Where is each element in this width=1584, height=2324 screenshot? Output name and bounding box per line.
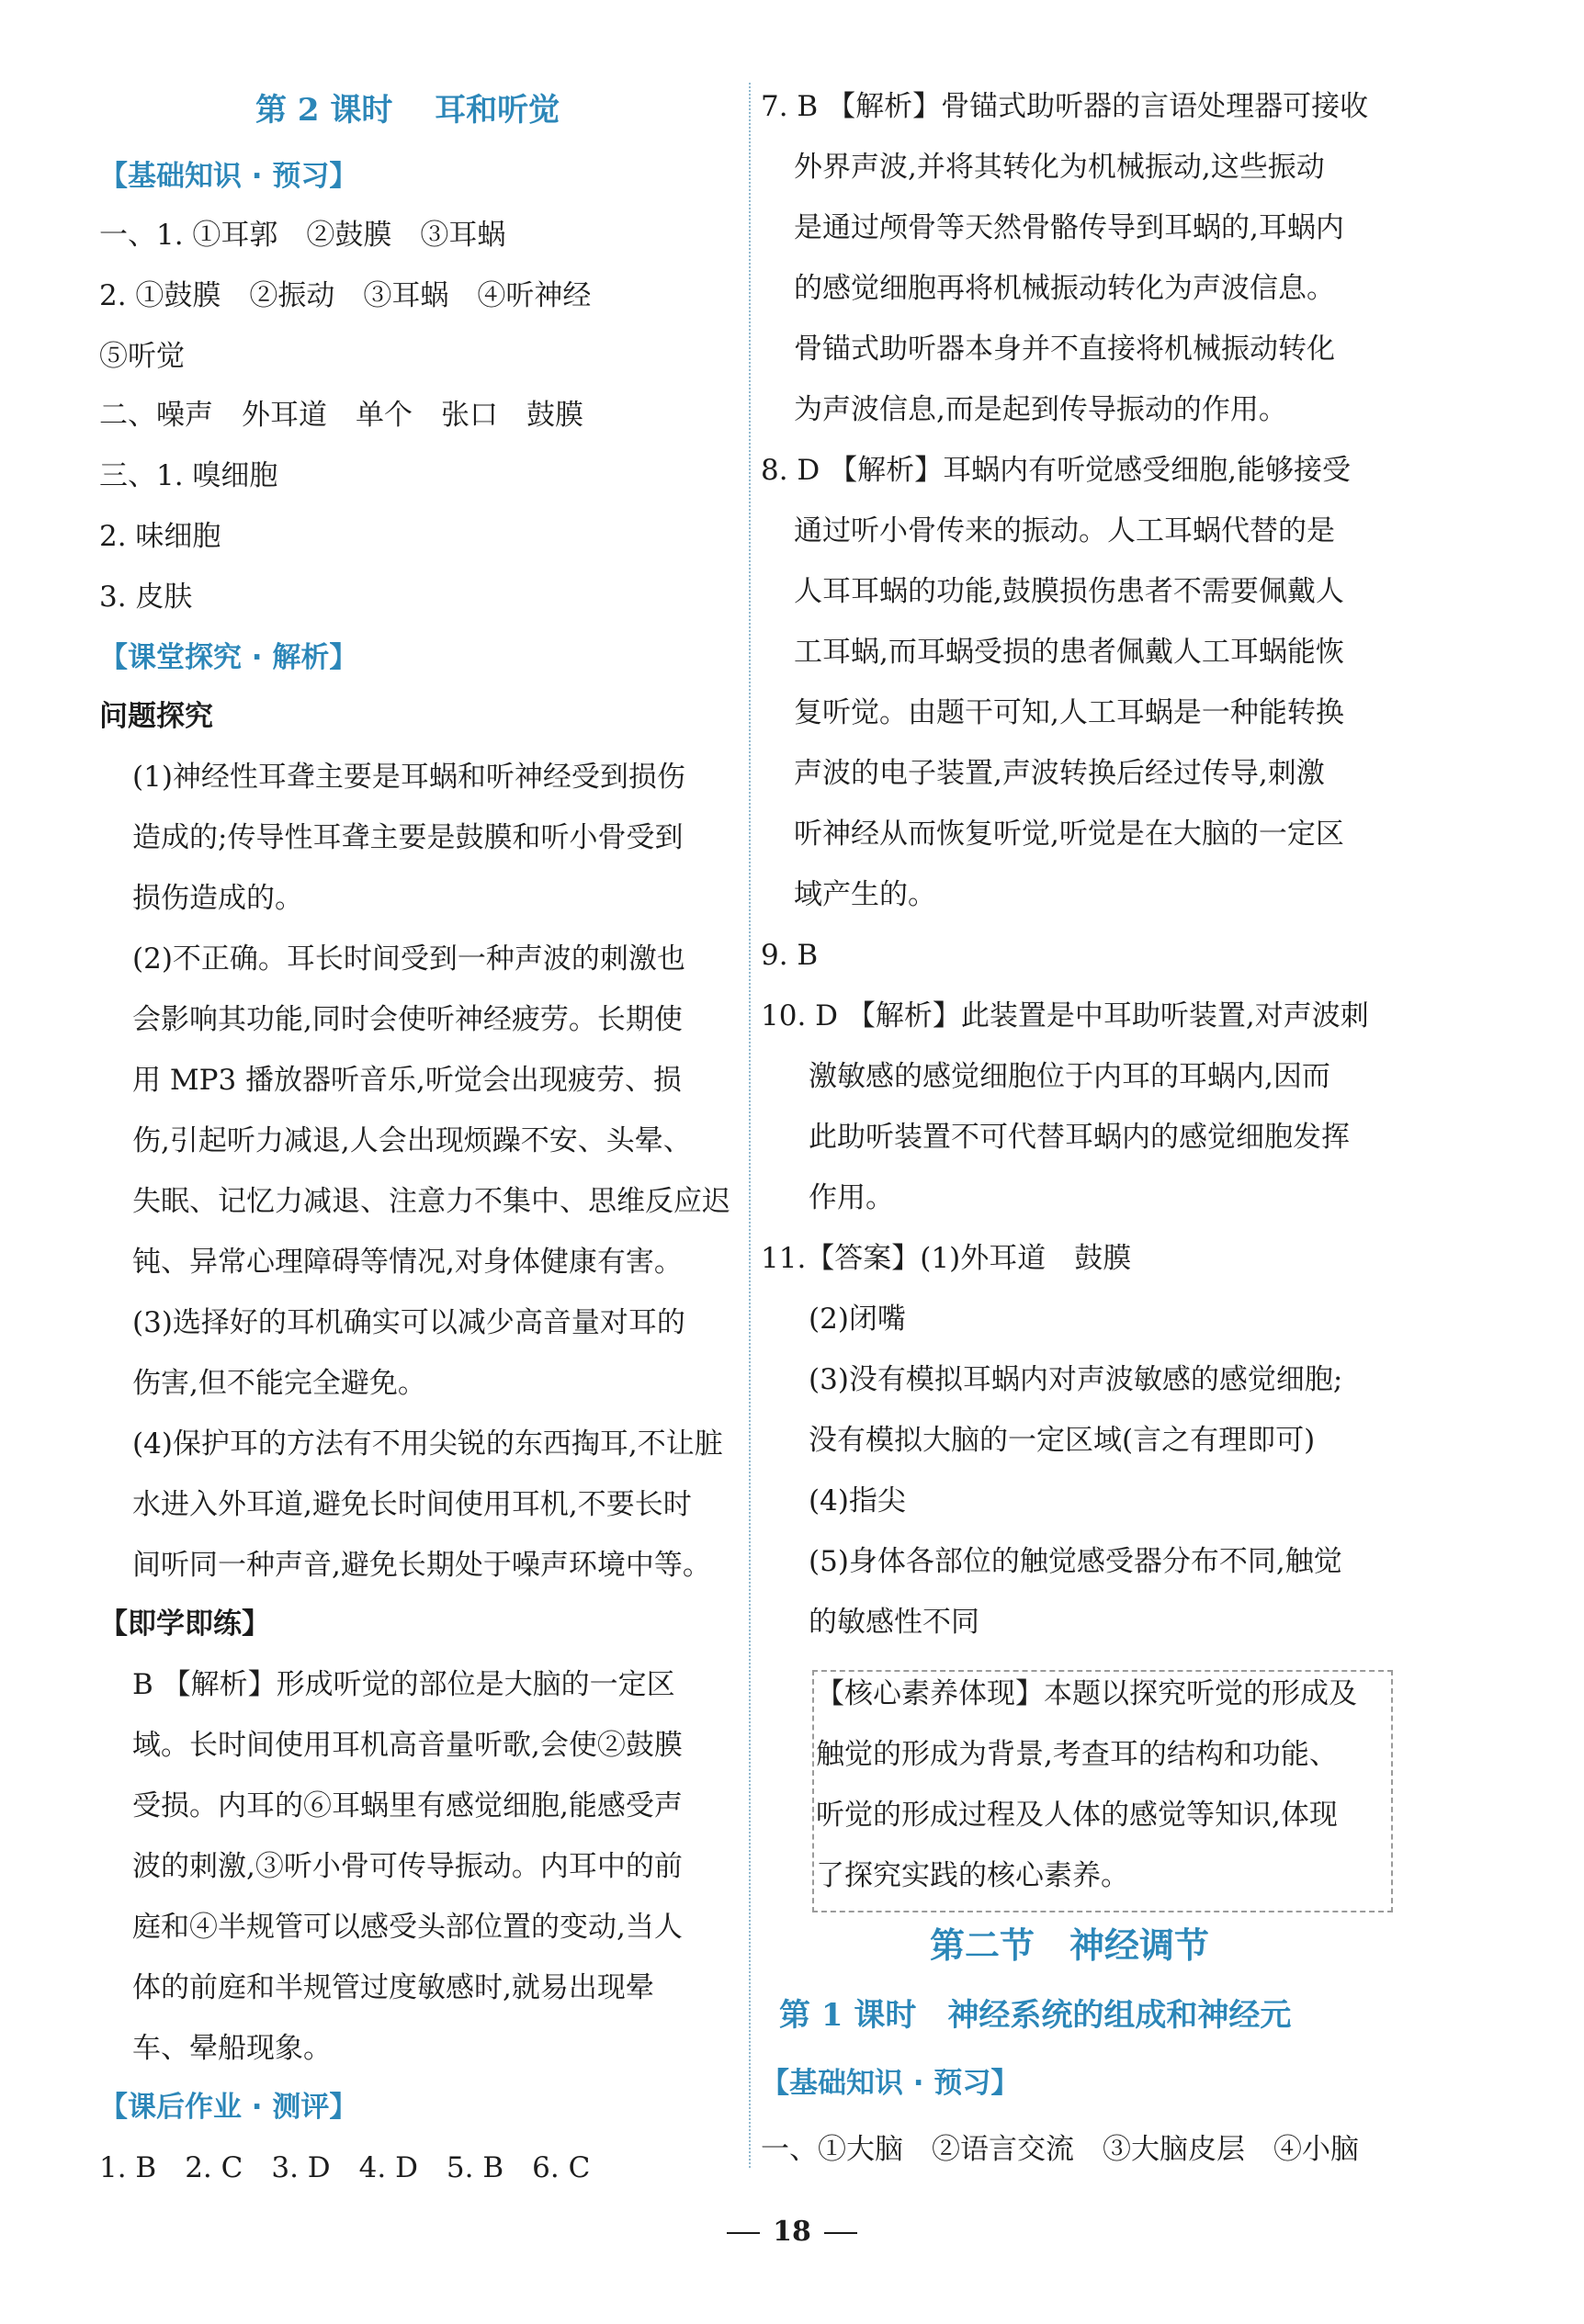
left-line-1: 【基础知识 · 预习】 (99, 160, 358, 193)
left-line-30: 庭和④半规管可以感受头部位置的变动,当人 (132, 1911, 683, 1944)
left-line-32: 车、晕船现象。 (132, 2032, 332, 2065)
right-line-21: (3)没有模拟耳蜗内对声波敏感的感觉细胞; (809, 1363, 1343, 1396)
left-line-6: 三、1. 嗅细胞 (99, 459, 278, 492)
right-line-14: 9. B (761, 939, 819, 972)
left-line-18: 失眠、记忆力减退、注意力不集中、思维反应迟 (132, 1185, 730, 1218)
left-line-26: B 【解析】形成听觉的部位是大脑的一定区 (132, 1668, 675, 1701)
right-line-9: 工耳蜗,而耳蜗受损的患者佩戴人工耳蜗能恢 (794, 636, 1344, 669)
right-line-17: 此助听装置不可代替耳蜗内的感觉细胞发挥 (809, 1121, 1350, 1154)
page-number: 18 (773, 2216, 811, 2248)
left-line-2: 一、1. ①耳郭 ②鼓膜 ③耳蜗 (99, 219, 506, 252)
left-line-34: 1. B 2. C 3. D 4. D 5. B 6. C (99, 2151, 591, 2184)
right-line-28: 听觉的形成过程及人体的感觉等知识,体现 (816, 1799, 1338, 1832)
right-line-26: 【核心素养体现】本题以探究听觉的形成及 (816, 1677, 1357, 1710)
left-line-10: 问题探究 (99, 700, 213, 733)
right-line-12: 听神经从而恢复听觉,听觉是在大脑的一定区 (794, 818, 1344, 851)
right-line-1: 外界声波,并将其转化为机械振动,这些振动 (794, 151, 1325, 184)
right-line-18: 作用。 (809, 1181, 894, 1214)
left-line-0: 第 2 课时 耳和听觉 (255, 92, 560, 129)
right-line-24: (5)身体各部位的触觉感受器分布不同,触觉 (809, 1545, 1342, 1578)
right-line-23: (4)指尖 (809, 1484, 906, 1517)
right-line-29: 了探究实践的核心素养。 (816, 1859, 1129, 1892)
left-line-23: 水进入外耳道,避免长时间使用耳机,不要长时 (132, 1488, 692, 1521)
right-line-31: 第 1 课时 神经系统的组成和神经元 (779, 1997, 1292, 2034)
page-footer (0, 2214, 1584, 2251)
right-line-22: 没有模拟大脑的一定区域(言之有理即可) (809, 1424, 1316, 1457)
right-line-8: 人耳耳蜗的功能,鼓膜损伤患者不需要佩戴人 (794, 575, 1344, 608)
left-line-11: (1)神经性耳聋主要是耳蜗和听神经受到损伤 (132, 761, 685, 794)
right-line-6: 8. D 【解析】耳蜗内有听觉感受细胞,能够接受 (761, 454, 1351, 487)
right-line-27: 触觉的形成为背景,考查耳的结构和功能、 (816, 1738, 1338, 1771)
right-line-25: 的敏感性不同 (809, 1606, 979, 1639)
left-line-5: 二、噪声 外耳道 单个 张口 鼓膜 (99, 399, 583, 432)
left-line-27: 域。长时间使用耳机高音量听歌,会使②鼓膜 (132, 1729, 683, 1762)
left-line-9: 【课堂探究 · 解析】 (99, 641, 358, 674)
right-line-11: 声波的电子装置,声波转换后经过传导,刺激 (794, 757, 1325, 790)
right-line-7: 通过听小骨传来的振动。人工耳蜗代替的是 (794, 514, 1335, 547)
left-line-28: 受损。内耳的⑥耳蜗里有感觉细胞,能感受声 (132, 1789, 683, 1822)
left-line-24: 间听同一种声音,避免长期处于噪声环境中等。 (132, 1549, 711, 1582)
right-line-32: 【基础知识 · 预习】 (761, 2067, 1020, 2100)
left-line-12: 造成的;传导性耳聋主要是鼓膜和听小骨受到 (132, 821, 684, 854)
right-line-16: 激敏感的感觉细胞位于内耳的耳蜗内,因而 (809, 1060, 1330, 1093)
left-line-15: 会影响其功能,同时会使听神经疲劳。长期使 (132, 1003, 683, 1036)
right-line-4: 骨锚式助听器本身并不直接将机械振动转化 (794, 333, 1335, 366)
left-line-17: 伤,引起听力减退,人会出现烦躁不安、头晕、 (132, 1124, 692, 1157)
right-line-10: 复听觉。由题干可知,人工耳蜗是一种能转换 (794, 696, 1344, 729)
left-line-7: 2. 味细胞 (99, 520, 221, 553)
left-line-3: 2. ①鼓膜 ②振动 ③耳蜗 ④听神经 (99, 279, 592, 312)
right-line-2: 是通过颅骨等天然骨骼传导到耳蜗的,耳蜗内 (794, 211, 1344, 244)
right-line-30: 第二节 神经调节 (930, 1924, 1210, 1966)
footer-dash-left (727, 2232, 760, 2234)
left-line-25: 【即学即练】 (99, 1608, 270, 1641)
left-line-20: (3)选择好的耳机确实可以减少高音量对耳的 (132, 1306, 685, 1339)
left-line-31: 体的前庭和半规管过度敏感时,就易出现晕 (132, 1971, 654, 2004)
column-divider (749, 83, 751, 2168)
left-line-21: 伤害,但不能完全避免。 (132, 1367, 426, 1400)
left-line-22: (4)保护耳的方法有不用尖锐的东西掏耳,不让脏 (132, 1427, 723, 1461)
right-line-3: 的感觉细胞再将机械振动转化为声波信息。 (794, 272, 1335, 305)
left-line-16: 用 MP3 播放器听音乐,听觉会出现疲劳、损 (132, 1064, 682, 1097)
right-line-0: 7. B 【解析】骨锚式助听器的言语处理器可接收 (761, 90, 1369, 123)
left-line-14: (2)不正确。耳长时间受到一种声波的刺激也 (132, 942, 685, 976)
left-line-19: 钝、异常心理障碍等情况,对身体健康有害。 (132, 1246, 683, 1279)
left-line-4: ⑤听觉 (99, 340, 185, 373)
right-line-5: 为声波信息,而是起到传导振动的作用。 (794, 393, 1287, 426)
right-line-15: 10. D 【解析】此装置是中耳助听装置,对声波刺 (761, 999, 1369, 1032)
left-line-29: 波的刺激,③听小骨可传导振动。内耳中的前 (132, 1850, 683, 1883)
right-line-19: 11.【答案】(1)外耳道 鼓膜 (761, 1242, 1132, 1275)
right-line-33: 一、①大脑 ②语言交流 ③大脑皮层 ④小脑 (761, 2133, 1359, 2166)
right-line-20: (2)闭嘴 (809, 1303, 906, 1336)
left-line-8: 3. 皮肤 (99, 581, 193, 614)
left-line-33: 【课后作业 · 测评】 (99, 2091, 358, 2124)
footer-dash-right (824, 2232, 857, 2234)
right-line-13: 域产生的。 (794, 878, 936, 911)
left-line-13: 损伤造成的。 (132, 882, 303, 915)
